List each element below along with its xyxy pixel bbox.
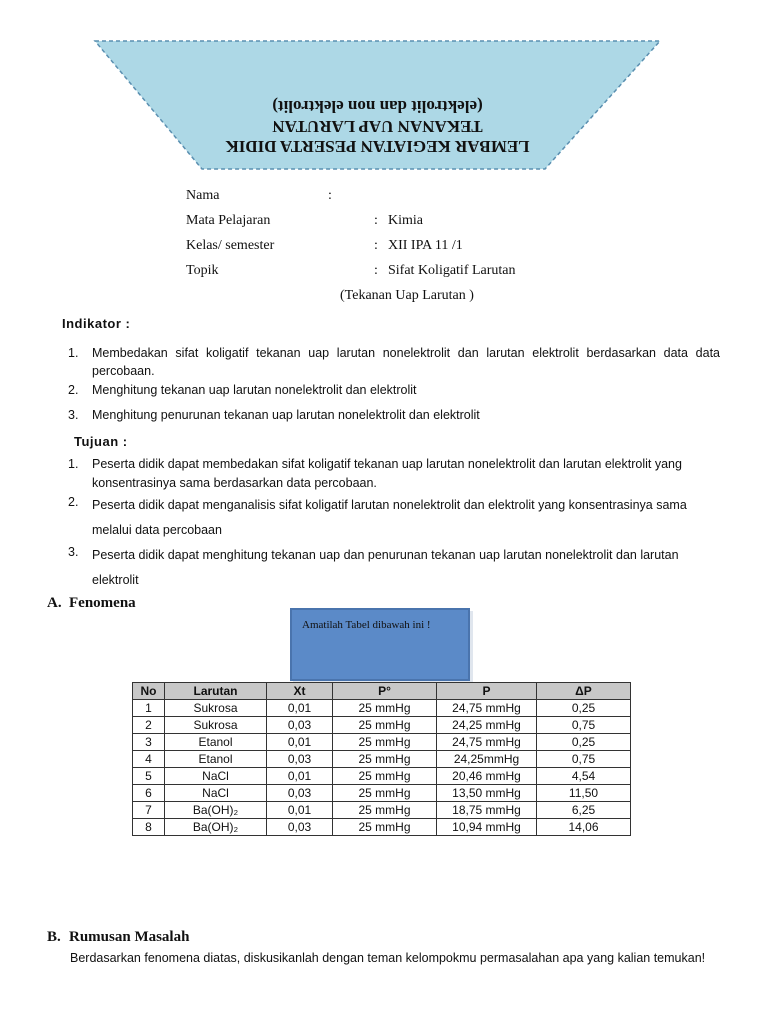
table-cell: 25 mmHg [333,717,437,734]
identity-label: Kelas/ semester [186,238,275,253]
table-cell: 25 mmHg [333,819,437,836]
identity-value: XII IPA 11 /1 [388,238,463,253]
table-cell: 4,54 [537,768,631,785]
column-header: Larutan [165,683,267,700]
table-row [133,802,631,819]
identity-value: Sifat Koligatif Larutan [388,263,516,278]
table-cell: 0,03 [267,819,333,836]
table-row [133,734,631,751]
list-text: Menghitung penurunan tekanan uap larutan nonelektrolit dan elektrolit [92,408,480,422]
table-cell: 1 [133,700,165,717]
identity-value: Kimia [388,213,423,228]
table-cell: Etanol [165,751,267,768]
table-body [133,700,631,836]
table-cell: 25 mmHg [333,734,437,751]
table-cell: Ba(OH)₂ [165,819,267,836]
list-number: 3. [68,408,79,422]
identity-label: Nama [186,188,220,203]
list-text: Menghitung tekanan uap larutan nonelektrolit dan elektrolit [92,383,417,397]
banner-title-line: LEMBAR KEGIATAN PESERTA DIDIK [225,137,530,156]
indikator-title: Indikator : [62,316,131,331]
column-header: No [133,683,165,700]
table-cell: 24,25mmHg [437,751,537,768]
table-row [133,717,631,734]
table-cell: 13,50 mmHg [437,785,537,802]
table-cell: 2 [133,717,165,734]
identity-colon: : [328,188,332,203]
callout-box [290,608,470,681]
banner-title [95,96,660,156]
table-cell: 0,75 [537,717,631,734]
table-cell: 25 mmHg [333,785,437,802]
table-cell: 25 mmHg [333,751,437,768]
column-header: ΔP [537,683,631,700]
table-cell: 10,94 mmHg [437,819,537,836]
list-number: 1. [68,346,79,360]
table-cell: 0,03 [267,751,333,768]
identity-colon: : [374,263,378,278]
table-cell: 6,25 [537,802,631,819]
table-cell: NaCl [165,785,267,802]
table-cell: 5 [133,768,165,785]
table-cell: 24,75 mmHg [437,700,537,717]
list-text: Peserta didik dapat membedakan sifat koligatif tekanan uap larutan nonelektrolit dan larutan elektrolit yang konsentrasinya sama berdasarkan data percobaan. [92,457,682,490]
tujuan-title: Tujuan : [74,434,128,449]
table-cell: 24,25 mmHg [437,717,537,734]
table-cell: 18,75 mmHg [437,802,537,819]
callout-text: Amatilah Tabel dibawah ini ! [302,619,431,631]
identity-label: Topik [186,263,219,278]
identity-label: Mata Pelajaran [186,213,271,228]
table-cell: 0,25 [537,700,631,717]
list-text: Peserta didik dapat menghitung tekanan uap dan penurunan tekanan uap larutan nonelektrolit dan larutan elektrolit [92,548,679,587]
table-cell: 0,03 [267,717,333,734]
table-header-row [133,683,631,700]
table-cell: 0,01 [267,768,333,785]
table-row [133,819,631,836]
list-number: 1. [68,457,79,471]
table-row [133,700,631,717]
list-number: 2. [68,383,79,397]
identity-colon: : [374,238,378,253]
banner-title-line: (elektrolit dan non elektrolit) [272,97,483,116]
table-cell: 0,01 [267,802,333,819]
column-header: Xt [267,683,333,700]
data-table [132,682,631,836]
table-cell: 14,06 [537,819,631,836]
banner-title-line: TEKANAN UAP LARUTAN [272,117,483,136]
section-title: Fenomena [69,595,136,611]
table-cell: 0,03 [267,785,333,802]
rumusan-text: Berdasarkan fenomena diatas, diskusikanlah dengan teman kelompokmu permasalahan apa yang kalian temukan! [70,951,706,965]
table-row [133,785,631,802]
table-cell: 24,75 mmHg [437,734,537,751]
table-cell: 25 mmHg [333,700,437,717]
identity-colon: : [374,213,378,228]
table-cell: 20,46 mmHg [437,768,537,785]
table-cell: 8 [133,819,165,836]
section-title: Rumusan Masalah [69,929,190,945]
table-cell: 25 mmHg [333,768,437,785]
table-cell: Sukrosa [165,700,267,717]
table-row [133,751,631,768]
identity-subtopic: (Tekanan Uap Larutan ) [340,288,474,303]
list-text: Peserta didik dapat menganalisis sifat koligatif larutan nonelektrolit dan elektrolit yang konsentrasinya sama melalui data percobaan [92,498,687,537]
list-text: Membedakan sifat koligatif tekanan uap larutan nonelektrolit dan larutan elektrolit berdasarkan data data percobaan. [92,346,720,378]
column-header: P [437,683,537,700]
column-header: P° [333,683,437,700]
table-cell: NaCl [165,768,267,785]
table-cell: 3 [133,734,165,751]
section-letter: B. [47,929,61,945]
fenomena-heading [47,595,136,612]
table-cell: Ba(OH)₂ [165,802,267,819]
table-row [133,768,631,785]
table-cell: 6 [133,785,165,802]
table-cell: Etanol [165,734,267,751]
table-cell: 4 [133,751,165,768]
table-cell: 0,75 [537,751,631,768]
list-number: 3. [68,545,79,559]
table-cell: 0,01 [267,700,333,717]
table-cell: 11,50 [537,785,631,802]
table-cell: 0,01 [267,734,333,751]
table-cell: 25 mmHg [333,802,437,819]
rumusan-heading [47,929,189,946]
section-letter: A. [47,595,62,611]
table-cell: 7 [133,802,165,819]
list-number: 2. [68,495,79,509]
table-cell: Sukrosa [165,717,267,734]
table-cell: 0,25 [537,734,631,751]
